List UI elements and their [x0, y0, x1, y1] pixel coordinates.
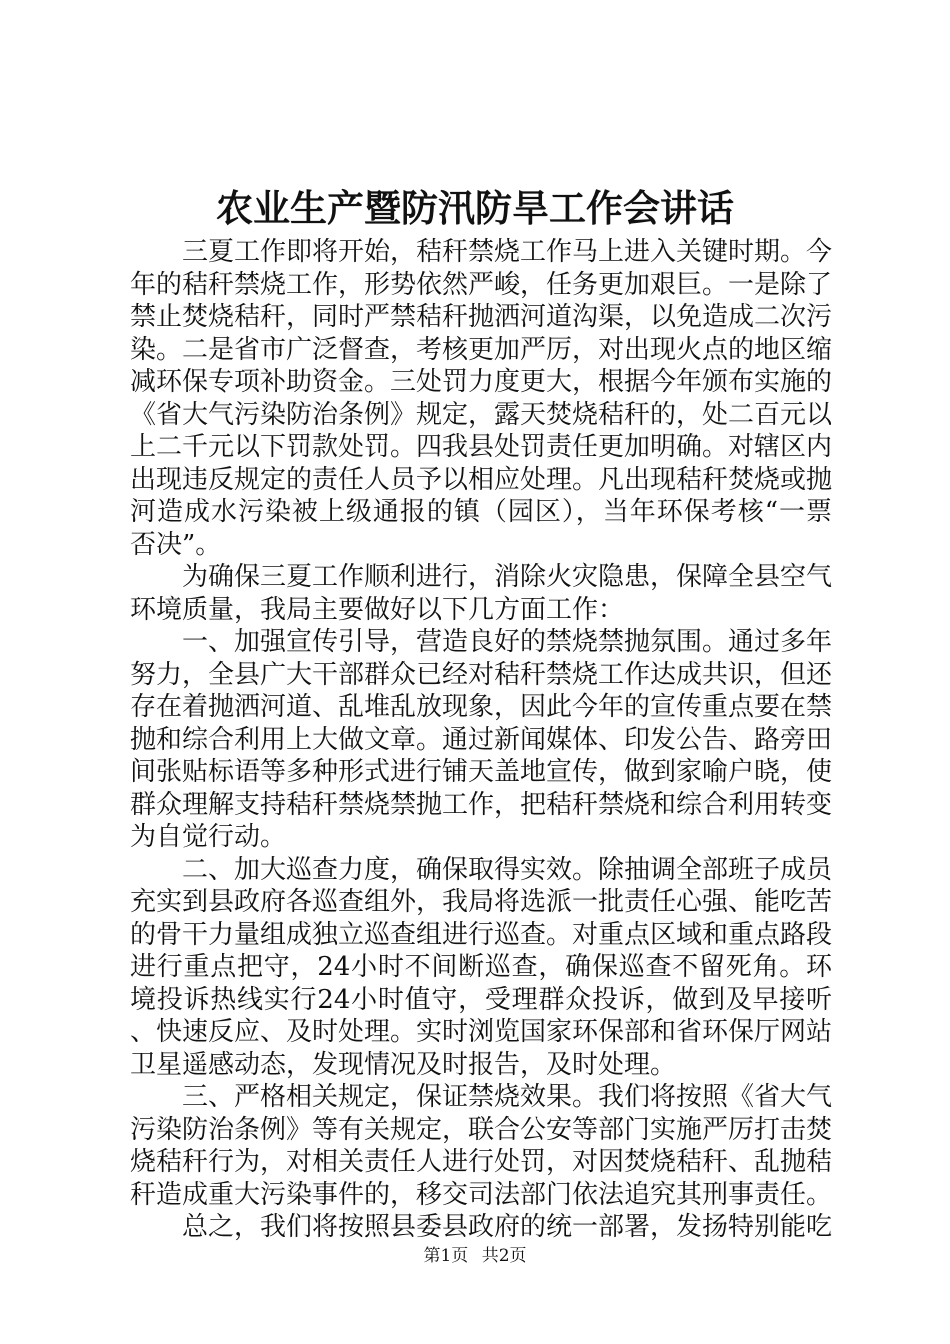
paragraph: 总之，我们将按照县委县政府的统一部署，发扬特别能吃 [182, 1212, 833, 1242]
document-body [130, 236, 832, 1244]
paragraph: 三、严格相关规定，保证禁烧效果。我们将按照《省大气污染防治条例》等有关规定，联合公安等部门实施严厉打击焚烧秸秆行为，对相关责任人进行处罚，对因焚烧秸秆、乱抛秸秆造成重大污染事件的，移交司法部门依法追究其刑事责任。 [130, 1082, 833, 1210]
page-footer [0, 1244, 950, 1268]
paragraph: 二、加大巡查力度，确保取得实效。除抽调全部班子成员充实到县政府各巡查组外，我局将选派一批责任心强、能吃苦的骨干力量组成独立巡查组进行巡查。对重点区域和重点路段进行重点把守，24小时不间断巡查，确保巡查不留死角。环境投诉热线实行24小时值守，受理群众投诉，做到及早接听、快速反应、及时处理。实时浏览国家环保部和省环保厅网站卫星遥感动态，发现情况及时报告，及时处理。 [130, 854, 833, 1080]
page-total: 共2页 [481, 1246, 527, 1266]
page-number: 第1页 [423, 1246, 469, 1266]
paragraph: 一、加强宣传引导，营造良好的禁烧禁抛氛围。通过多年努力，全县广大干部群众已经对秸秆禁烧工作达成共识，但还存在着抛洒河道、乱堆乱放现象，因此今年的宣传重点要在禁抛和综合利用上大做文章。通过新闻媒体、印发公告、路旁田间张贴标语等多种形式进行铺天盖地宣传，做到家喻户晓，使群众理解支持秸秆禁烧禁抛工作，把秸秆禁烧和综合利用转变为自觉行动。 [130, 627, 833, 852]
paragraph: 为确保三夏工作顺利进行，消除火灾隐患，保障全县空气环境质量，我局主要做好以下几方面工作： [130, 562, 833, 625]
document-title: 农业生产暨防汛防旱工作会讲话 [216, 187, 734, 230]
paragraph: 三夏工作即将开始，秸秆禁烧工作马上进入关键时期。今年的秸秆禁烧工作，形势依然严峻，任务更加艰巨。一是除了禁止焚烧秸秆，同时严禁秸秆抛洒河道沟渠，以免造成二次污染。二是省市广泛督查，考核更加严厉，对出现火点的地区缩减环保专项补助资金。三处罚力度更大，根据今年颁布实施的《省大气污染防治条例》规定，露天焚烧秸秆的，处二百元以上二千元以下罚款处罚。四我县处罚责任更加明确。对辖区内出现违反规定的责任人员予以相应处理。凡出现秸秆焚烧或抛河造成水污染被上级通报的镇（园区），当年环保考核“一票否决”。 [130, 237, 833, 560]
